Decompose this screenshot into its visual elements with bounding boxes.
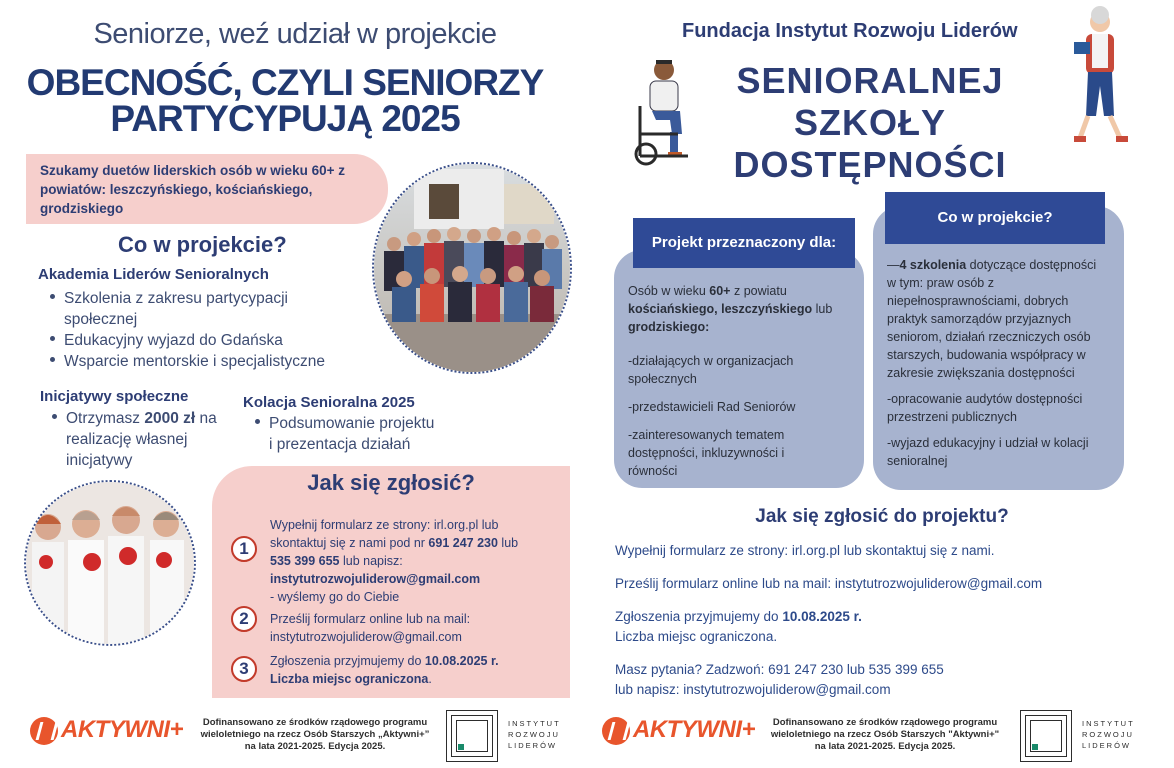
bullet-icon [50, 336, 55, 341]
list-item: Otrzymasz 2000 zł na [52, 408, 217, 429]
irl-logo-text: INSTYTUT ROZWOJU LIDERÓW [1082, 719, 1135, 750]
step-2: Prześlij formularz online lub na mail: instytutrozwojuliderow@gmail.com [270, 612, 471, 644]
irl-logo-text: INSTYTUT ROZWOJU LIDERÓW [508, 719, 561, 750]
funding-note: Dofinansowano ze środków rządowego programu wieloletniego na rzecz Osób Starszych „Aktywni+” na lata 2021-2025. Edycja 2025. [200, 717, 430, 752]
banner-line: Szukamy duetów liderskich osób w wieku 60+ z [40, 163, 345, 178]
right-title-line3: DOSTĘPNOŚCI [733, 144, 1007, 185]
project-content-text: —4 szkolenia dotyczące dostępności w tym: praw osób z niepełnosprawnościami, dobrych praktyk samorządów przyjaznych seniorom, działań rzeczniczych osób starszych, budowania współpracy w zakresie zwiększania dostępności -opracowanie audytów dostępności przestrzeni publicznych -wyjazd edukacyjny i udział w kolacji senioralnej [887, 258, 1097, 468]
bullet-icon [255, 419, 260, 424]
list-item: Edukacyjny wyjazd do Gdańska [50, 330, 325, 351]
step-number: 3 [231, 656, 257, 682]
list-item: Szkolenia z zakresu partycypacji [50, 288, 325, 309]
step-3: Zgłoszenia przyjmujemy do 10.08.2025 r. Liczba miejsc ograniczona. [270, 654, 499, 686]
email-link[interactable]: instytutrozwojuliderow@gmail.com [270, 572, 481, 586]
woman-with-tablet-icon [1070, 6, 1130, 150]
women-photo [24, 480, 196, 646]
target-group-text: Osób w wieku 60+ z powiatu kościańskiego, leszczyńskiego lub grodziskiego: -działających w organizacjach społecznych -przedstawicieli Rad Seniorów -zainteresowanych tematem dostępności, inkluzywności i równości [628, 284, 833, 478]
target-banner [26, 154, 388, 224]
list-item: Wsparcie mentorskie i specjalistyczne [50, 351, 325, 372]
bullet-icon [50, 294, 55, 299]
left-title-line1: OBECNOŚĆ, CZYLI SENIORZY [26, 62, 544, 103]
inicjatywy-list [52, 408, 217, 471]
list-item: Podsumowanie projektu [255, 413, 434, 434]
akademia-heading: Akademia Liderów Senioralnych [38, 266, 269, 283]
apply-line-1: Wypełnij formularz ze strony: irl.org.pl lub skontaktuj się z nami. [615, 543, 995, 558]
kolacja-heading: Kolacja Senioralna 2025 [243, 394, 415, 411]
project-content-header: Co w projekcie? [885, 192, 1105, 244]
women-photo-image [26, 482, 194, 644]
apply-heading: Jak się zgłosić? [307, 470, 475, 495]
step-number: 1 [231, 536, 257, 562]
list-item-continued: i prezentacja działań [269, 436, 411, 453]
group-photo [372, 162, 572, 374]
left-title-line2: PARTYCYPUJĄ 2025 [110, 98, 460, 139]
left-co-heading: Co w projekcie? [118, 232, 287, 257]
list-item-continued: społecznej [64, 311, 138, 328]
left-subtitle: Seniorze, weź udział w projekcie [93, 18, 497, 50]
foundation-name: Fundacja Instytut Rozwoju Liderów [682, 20, 1018, 42]
aktywni-logo: AKTYWNI+ [30, 716, 183, 745]
runner-icon [30, 717, 58, 745]
irl-logo-icon [1020, 710, 1074, 764]
banner-line: powiatów: leszczyńskiego, kościańskiego, [40, 182, 313, 197]
irl-logo-icon [446, 710, 500, 764]
list-item-continued: inicjatywy [66, 452, 133, 469]
step-1: Wypełnij formularz ze strony: irl.org.pl lub skontaktuj się z nami pod nr 691 247 230 lub 535 399 655 lub napisz: instytutrozwojuliderow@gmail.com - wyślemy go do Ciebie [270, 518, 519, 604]
apply-line-3: Zgłoszenia przyjmujemy do 10.08.2025 r. [615, 609, 862, 624]
bullet-icon [52, 414, 57, 419]
target-group-header: Projekt przeznaczony dla: [633, 218, 855, 268]
akademia-list [50, 288, 325, 372]
banner-line: grodziskiego [40, 201, 124, 216]
group-photo-image [374, 164, 570, 372]
list-item-continued: realizację własnej [66, 431, 188, 448]
contact-line-1: Masz pytania? Zadzwoń: 691 247 230 lub 535 399 655 [615, 662, 944, 677]
funding-note: Dofinansowano ze środków rządowego programu wieloletniego na rzecz Osób Starszych "Aktywni+" na lata 2021-2025. Edycja 2025. [770, 717, 1000, 752]
bullet-icon [50, 357, 55, 362]
runner-icon [602, 717, 630, 745]
right-title-line2: SZKOŁY [793, 102, 946, 143]
right-title-line1: SENIORALNEJ [736, 60, 1004, 101]
step-number: 2 [231, 606, 257, 632]
apply-line-2: Prześlij formularz online lub na mail: instytutrozwojuliderow@gmail.com [615, 576, 1043, 591]
right-apply-heading: Jak się zgłosić do projektu? [755, 506, 1009, 527]
contact-line-2: lub napisz: instytutrozwojuliderow@gmail.com [615, 682, 891, 697]
kolacja-list [255, 413, 434, 455]
wheelchair-user-icon [632, 56, 698, 168]
email-link[interactable]: instytutrozwojuliderow@gmail.com [270, 630, 462, 644]
aktywni-logo: AKTYWNI+ [602, 716, 755, 745]
apply-line-4: Liczba miejsc ograniczona. [615, 629, 778, 644]
inicjatywy-heading: Inicjatywy społeczne [40, 388, 189, 405]
right-flyer [590, 0, 1174, 768]
